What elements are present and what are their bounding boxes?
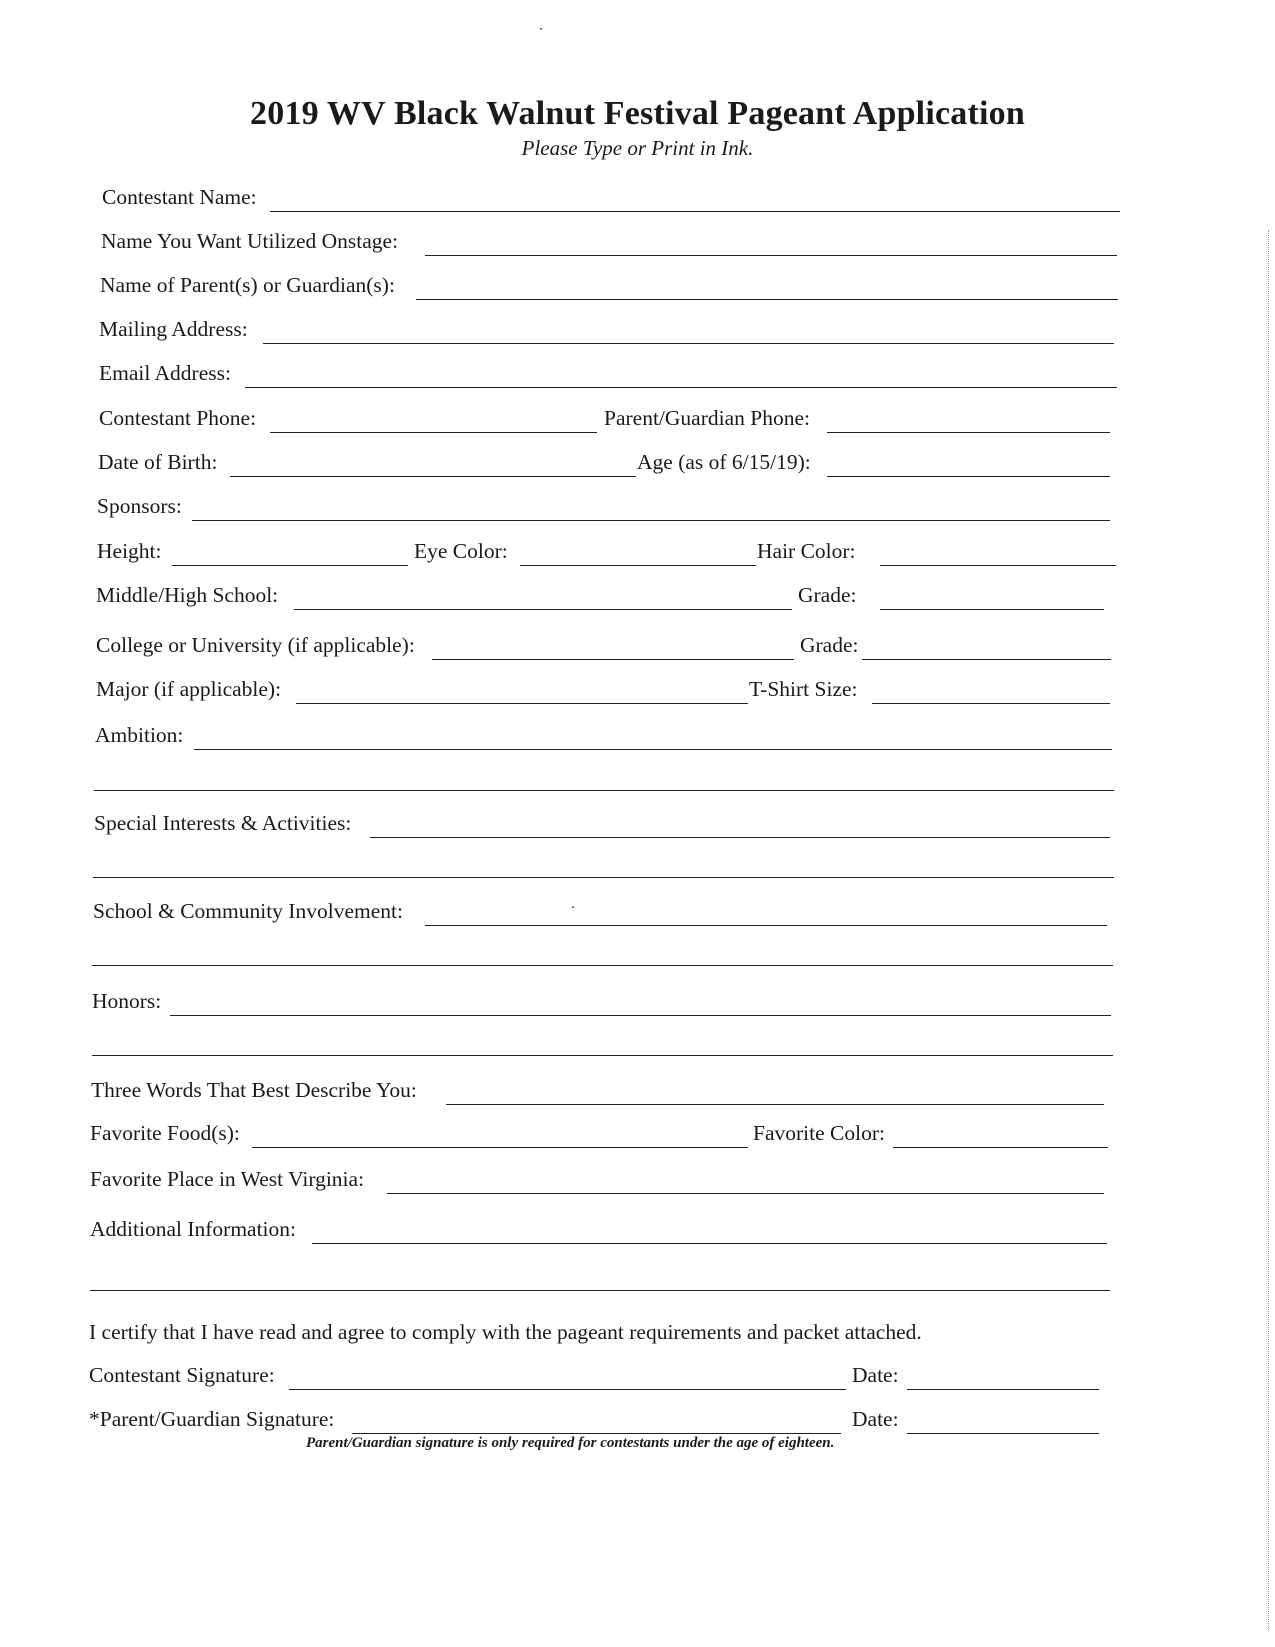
- page-title: 2019 WV Black Walnut Festival Pageant Application: [250, 95, 1025, 132]
- dob-label: Date of Birth:: [98, 449, 218, 474]
- additional-info-field[interactable]: [312, 1243, 1107, 1244]
- contestant-phone-label: Contestant Phone:: [99, 405, 257, 430]
- mailing-address-row: [0, 314, 1275, 344]
- page-subtitle: Please Type or Print in Ink.: [521, 136, 754, 160]
- favorite-place-field[interactable]: [387, 1193, 1104, 1194]
- contestant-date-label: Date:: [852, 1362, 899, 1387]
- dob-age-row: [0, 447, 1275, 477]
- parent-signature-label: *Parent/Guardian Signature:: [89, 1406, 335, 1431]
- three-words-field[interactable]: [446, 1104, 1104, 1105]
- hair-color-field[interactable]: [880, 565, 1116, 566]
- school-field[interactable]: [294, 609, 792, 610]
- contestant-name-field[interactable]: [270, 211, 1120, 212]
- height-field[interactable]: [172, 565, 408, 566]
- eye-color-field[interactable]: [520, 565, 756, 566]
- college-grade-label: Grade:: [800, 632, 859, 657]
- involvement-field-line-2[interactable]: [92, 965, 1113, 966]
- additional-info-label: Additional Information:: [90, 1216, 297, 1241]
- sponsors-row: [0, 491, 1275, 521]
- ambition-row: [0, 720, 1275, 750]
- college-label: College or University (if applicable):: [96, 632, 415, 657]
- hair-color-label: Hair Color:: [757, 538, 856, 563]
- favorite-place-row: [0, 1164, 1275, 1194]
- major-row: [0, 674, 1275, 704]
- contestant-date-field[interactable]: [907, 1389, 1099, 1390]
- tshirt-label: T-Shirt Size:: [749, 676, 858, 701]
- ambition-field[interactable]: [194, 749, 1112, 750]
- involvement-label: School & Community Involvement:: [93, 898, 403, 923]
- contestant-name-row: [0, 182, 1275, 212]
- height-label: Height:: [97, 538, 162, 563]
- contestant-signature-label: Contestant Signature:: [89, 1362, 275, 1387]
- interests-field-line-2[interactable]: [93, 877, 1114, 878]
- parent-name-label: Name of Parent(s) or Guardian(s):: [100, 272, 395, 297]
- scan-speck: [540, 28, 542, 30]
- school-grade-field[interactable]: [880, 609, 1104, 610]
- school-row: [0, 580, 1275, 610]
- email-address-row: [0, 358, 1275, 388]
- three-words-row: [0, 1075, 1275, 1105]
- signature-note: Parent/Guardian signature is only required for contestants under the age of eighteen.: [306, 1435, 835, 1451]
- parent-signature-row: [0, 1404, 1275, 1434]
- contestant-signature-row: [0, 1360, 1275, 1390]
- contestant-signature-field[interactable]: [289, 1389, 846, 1390]
- mailing-address-field[interactable]: [263, 343, 1114, 344]
- college-grade-field[interactable]: [862, 659, 1111, 660]
- age-label: Age (as of 6/15/19):: [637, 449, 811, 474]
- college-field[interactable]: [432, 659, 794, 660]
- involvement-field[interactable]: [425, 925, 1107, 926]
- major-field[interactable]: [296, 703, 748, 704]
- contestant-name-label: Contestant Name:: [102, 184, 257, 209]
- honors-field-line-2[interactable]: [92, 1055, 1113, 1056]
- certification-statement: I certify that I have read and agree to comply with the pageant requirements and packet attached.: [89, 1320, 922, 1344]
- onstage-name-row: [0, 226, 1275, 256]
- age-field[interactable]: [827, 476, 1110, 477]
- onstage-name-label: Name You Want Utilized Onstage:: [101, 228, 399, 253]
- school-grade-label: Grade:: [798, 582, 857, 607]
- additional-info-row: [0, 1214, 1275, 1244]
- parent-phone-field[interactable]: [827, 432, 1110, 433]
- dob-field[interactable]: [230, 476, 636, 477]
- additional-info-field-line-2[interactable]: [90, 1290, 1110, 1291]
- college-row: [0, 630, 1275, 660]
- scan-speck-2: [572, 906, 574, 908]
- email-address-field[interactable]: [245, 387, 1117, 388]
- sponsors-label: Sponsors:: [97, 493, 182, 518]
- contestant-phone-field[interactable]: [270, 432, 597, 433]
- honors-field[interactable]: [170, 1015, 1111, 1016]
- school-label: Middle/High School:: [96, 582, 279, 607]
- favorite-food-field[interactable]: [252, 1147, 748, 1148]
- mailing-address-label: Mailing Address:: [99, 316, 248, 341]
- ambition-field-line-2[interactable]: [94, 790, 1114, 791]
- involvement-row: [0, 896, 1275, 926]
- honors-label: Honors:: [92, 988, 162, 1013]
- eye-color-label: Eye Color:: [414, 538, 508, 563]
- appearance-row: [0, 536, 1275, 566]
- parent-signature-field[interactable]: [352, 1433, 841, 1434]
- sponsors-field[interactable]: [192, 520, 1110, 521]
- favorites-row: [0, 1118, 1275, 1148]
- major-label: Major (if applicable):: [96, 676, 282, 701]
- email-address-label: Email Address:: [99, 360, 231, 385]
- parent-date-field[interactable]: [907, 1433, 1099, 1434]
- parent-date-label: Date:: [852, 1406, 899, 1431]
- favorite-color-field[interactable]: [893, 1147, 1108, 1148]
- interests-row: [0, 808, 1275, 838]
- honors-row: [0, 986, 1275, 1016]
- onstage-name-field[interactable]: [425, 255, 1117, 256]
- parent-name-field[interactable]: [416, 299, 1118, 300]
- interests-label: Special Interests & Activities:: [94, 810, 352, 835]
- three-words-label: Three Words That Best Describe You:: [91, 1077, 417, 1102]
- favorite-place-label: Favorite Place in West Virginia:: [90, 1166, 365, 1191]
- favorite-food-label: Favorite Food(s):: [90, 1120, 240, 1145]
- ambition-label: Ambition:: [95, 722, 184, 747]
- parent-phone-label: Parent/Guardian Phone:: [604, 405, 810, 430]
- favorite-color-label: Favorite Color:: [753, 1120, 885, 1145]
- parent-name-row: [0, 270, 1275, 300]
- tshirt-field[interactable]: [872, 703, 1110, 704]
- phone-row: [0, 403, 1275, 433]
- interests-field[interactable]: [370, 837, 1110, 838]
